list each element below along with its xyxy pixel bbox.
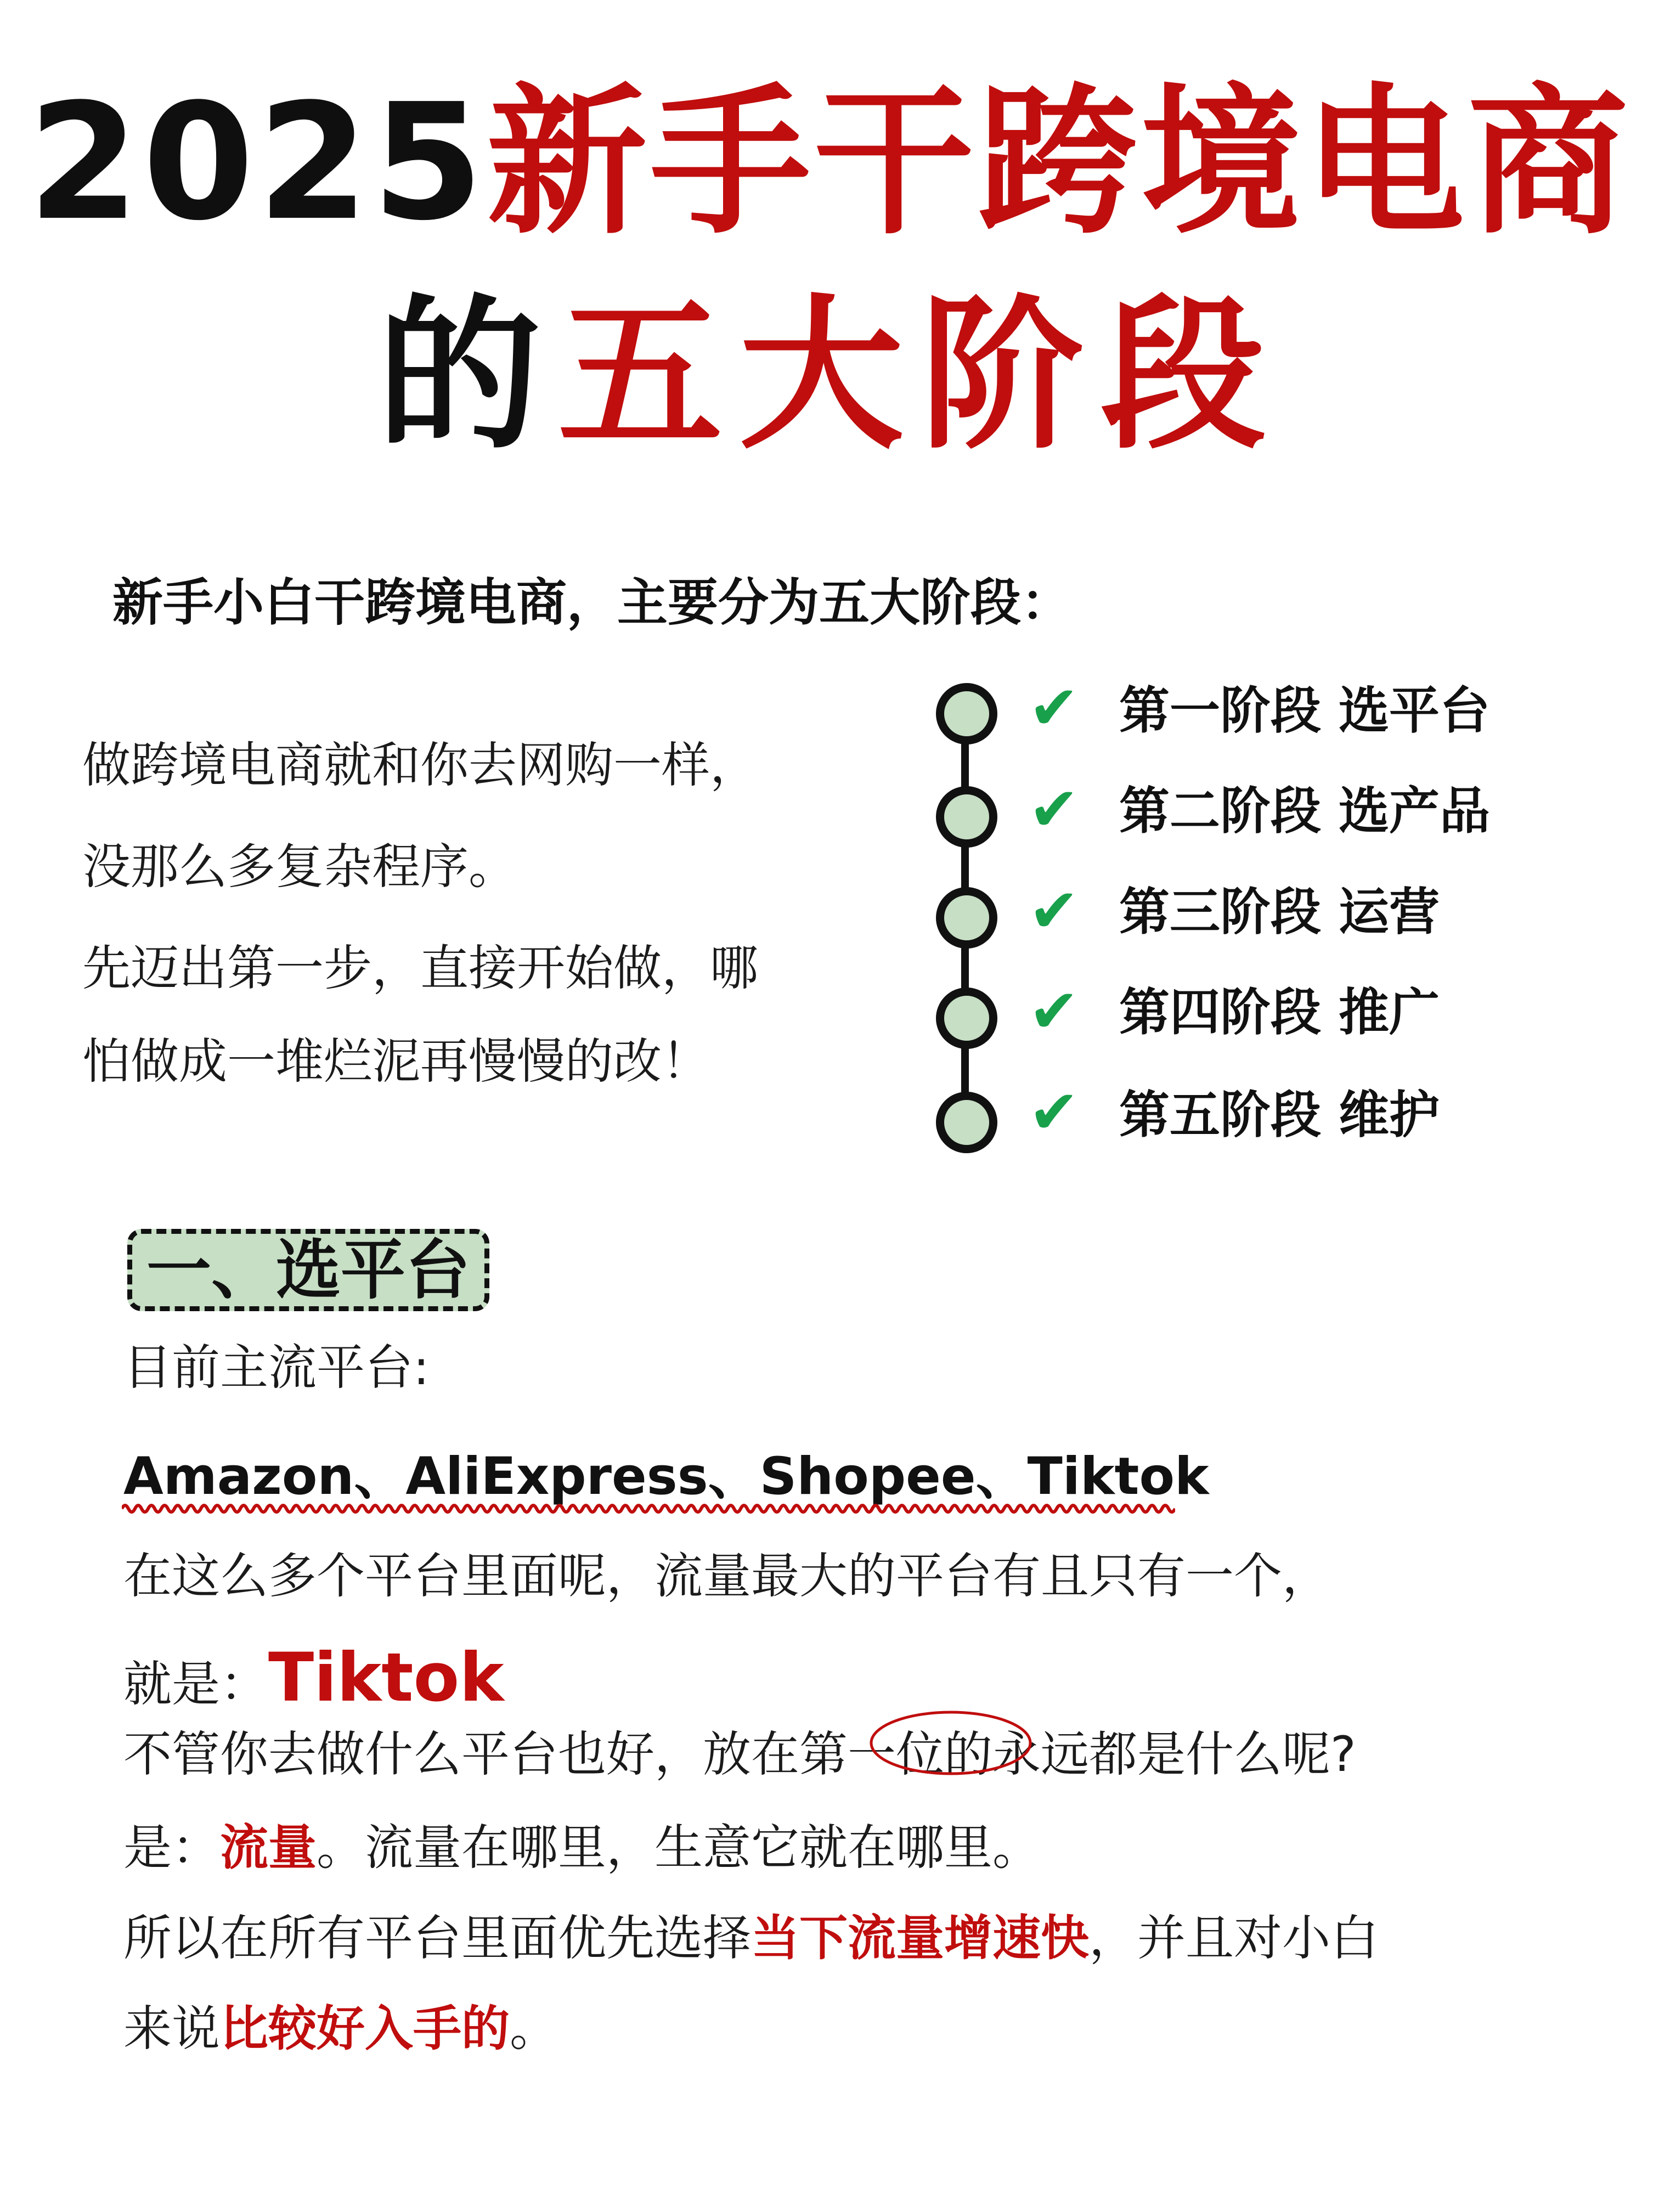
timeline-node-3 xyxy=(936,887,997,949)
intro-text: 新手小白干跨境电商，主要分为五大阶段： xyxy=(112,573,1072,632)
body-line-6-prefix: 来说 xyxy=(123,2000,221,2057)
check-icon: ✔ xyxy=(1029,774,1080,844)
body-line-2-prefix: 就是： xyxy=(123,1656,269,1712)
circle-annotation xyxy=(866,1703,1036,1780)
check-icon: ✔ xyxy=(1029,976,1080,1046)
tiktok-highlight: Tiktok xyxy=(268,1639,504,1717)
fast-growth-highlight: 当下流量增速快 xyxy=(751,1910,1090,1966)
check-icon: ✔ xyxy=(1029,876,1080,946)
stage-label-3: 第三阶段 运营 xyxy=(1119,883,1440,941)
stage-label-5: 第五阶段 维护 xyxy=(1119,1086,1440,1144)
check-icon: ✔ xyxy=(1029,1077,1080,1147)
left-paragraph-line-1: 做跨境电商就和你去网购一样， xyxy=(82,737,759,793)
body-line-5-prefix: 所以在所有平台里面优先选择 xyxy=(123,1910,752,1966)
wavy-underline xyxy=(122,1500,1175,1517)
body-line-4-suffix: 。流量在哪里，生意它就在哪里。 xyxy=(317,1819,1041,1876)
traffic-highlight: 流量 xyxy=(220,1819,317,1876)
body-line-5 xyxy=(123,1909,1379,1967)
left-paragraph-line-2: 没那么多复杂程序。 xyxy=(82,838,517,895)
platform-list: Amazon、AliExpress、Shopee、Tiktok xyxy=(123,1447,1209,1506)
stage-label-2: 第二阶段 选产品 xyxy=(1119,782,1491,840)
circled-text: 第一位 xyxy=(799,1726,945,1782)
title-red-text-1: 新手干跨境电商 xyxy=(487,69,1632,256)
title-black-text-2: 的 xyxy=(377,280,558,471)
current-platforms-label: 目前主流平台: xyxy=(123,1339,430,1396)
section-title: 一、选平台 xyxy=(146,1232,470,1308)
stage-label-4: 第四阶段 推广 xyxy=(1119,983,1440,1042)
easy-start-highlight: 比较好入手的 xyxy=(220,2000,510,2057)
body-line-4-prefix: 是： xyxy=(123,1819,221,1876)
body-line-3 xyxy=(123,1725,1356,1784)
body-line-6-suffix: 。 xyxy=(510,2000,558,2057)
timeline-node-5 xyxy=(936,1092,997,1153)
title-year: 2025 xyxy=(27,69,487,256)
left-paragraph-line-3: 先迈出第一步，直接开始做，哪 xyxy=(82,940,759,996)
page-title-line-2 xyxy=(0,280,1659,471)
body-line-6 xyxy=(123,2000,558,2058)
body-line-3-suffix: 的永远都是什么呢? xyxy=(944,1726,1356,1782)
body-line-4 xyxy=(123,1819,1041,1877)
body-line-5-suffix: ，并且对小白 xyxy=(1089,1910,1379,1966)
body-line-3-prefix: 不管你去做什么平台也好，放在 xyxy=(123,1726,800,1782)
page-title-line-1 xyxy=(0,69,1659,256)
body-line-2 xyxy=(123,1638,504,1718)
left-paragraph-line-4: 怕做成一堆烂泥再慢慢的改！ xyxy=(82,1033,710,1090)
body-line-1: 在这么多个平台里面呢，流量最大的平台有且只有一个， xyxy=(123,1548,1331,1604)
check-icon: ✔ xyxy=(1029,673,1080,743)
title-red-text-2: 五大阶段 xyxy=(558,280,1282,471)
timeline-node-4 xyxy=(936,988,997,1049)
stage-label-1: 第一阶段 选平台 xyxy=(1119,681,1491,740)
timeline-node-1 xyxy=(936,683,997,744)
timeline-node-2 xyxy=(936,786,997,848)
